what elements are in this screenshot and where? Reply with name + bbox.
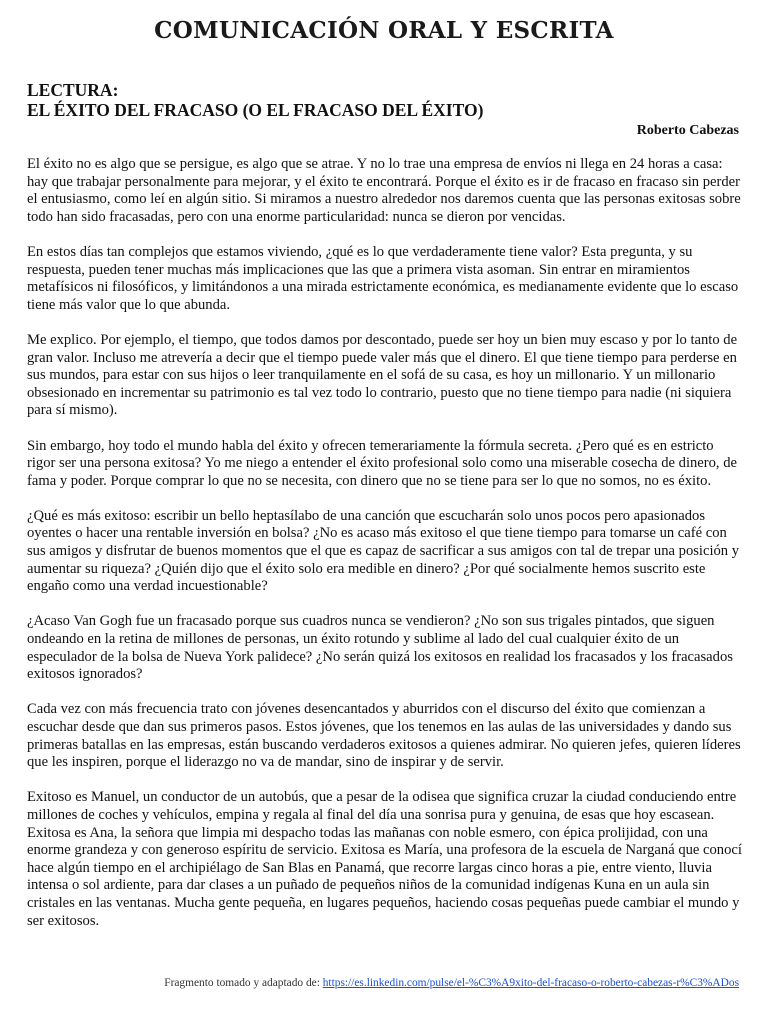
paragraph: Exitoso es Manuel, un conductor de un autobús, que a pesar de la odisea que significa cruzar la ciudad conduciendo entre millones de coches y vehículos, empina y regala al final del día una sonrisa pura y genuina, de esas que hoy escasean. Exitosa es Ana, la señora que limpia mi despacho todas las mañanas con noble esmero, con épica prolijidad, con una enorme grandeza y con generoso espíritu de servicio. Exitosa es María, una profesora de la escuela de Narganá que conocí hace algún tiempo en el archipiélago de San Blas en Panamá, que recorre largas cinco horas a pie, entre viento, lluvia intensa o sol ardiente, para dar clases a un puñado de pequeños niños de la comunidad indígenas Kuna en un aula sin cristales en las ventanas. Mucha gente pequeña, en lugares pequeños, haciendo cosas pequeñas puede cambiar el mundo y ser exitosos. [27, 789, 742, 929]
source-link[interactable]: https://es.linkedin.com/pulse/el-%C3%A9xito-del-fracaso-o-roberto-cabezas-r%C3%ADos [322, 977, 739, 989]
paragraph: Sin embargo, hoy todo el mundo habla del éxito y ofrecen temerariamente la fórmula secreta. ¿Pero qué es en estricto rigor ser una persona exitosa? Yo me niego a entender el éxito profesional solo como una miserable cosecha de dinero, de fama y poder. Porque comprar lo que no se necesita, con dinero que no se tiene para ser lo que no somos, no es éxito. [27, 437, 737, 489]
paragraph: En estos días tan complejos que estamos viviendo, ¿qué es lo que verdaderamente tiene valor? Esta pregunta, y su respuesta, pueden tener muchas más implicaciones que las que a primera vista asoman. Sin entrar en miramientos metafísicos ni filosóficos, y limitándonos a una mirada estrictamente económica, es medianamente evidente que lo escaso tiene más valor que lo que abunda. [27, 243, 739, 313]
reading-label: LECTURA: [27, 80, 119, 100]
paragraph: ¿Qué es más exitoso: escribir un bello heptasílabo de una canción que escucharán solo unos pocos pero apasionados oyentes o hacer una rentable inversión en bolsa? ¿No es acaso más exitoso el que tiene tiempo para tomarse un café con sus amigos y disfrutar de buenos momentos que el que es capaz de sacrificar a sus amigos con tal de trepar una posición y aumentar su riqueza? ¿Quién dijo que el éxito solo era medible en dinero? ¿Por qué socialmente hemos suscrito este engaño como una verdad incuestionable? [27, 507, 740, 595]
author-name: Roberto Cabezas [636, 123, 739, 138]
article-title: EL ÉXITO DEL FRACASO (O EL FRACASO DEL ÉXITO) [27, 100, 484, 120]
article-body [27, 156, 743, 948]
source-prefix: Fragmento tomado y adaptado de: [164, 977, 323, 989]
paragraph: Me explico. Por ejemplo, el tiempo, que todos damos por descontado, puede ser hoy un bien muy escaso y por lo tanto de gran valor. Incluso me atrevería a decir que el tiempo puede valer más que el dinero. El que tiene tiempo para perderse en sus mundos, para estar con sus hijos o leer tranquilamente en el sofá de su casa, es hoy un millonario. Y un millonario obsesionado en incrementar su patrimonio es tal vez todo lo contrario, puesto que no tiene tiempo para nadie (ni siquiera para sí mismo). [27, 331, 738, 419]
paragraph: ¿Acaso Van Gogh fue un fracasado porque sus cuadros nunca se vendieron? ¿No son sus trigales pintados, que siguen ondeando en la retina de millones de personas, un éxito rotundo y sublime al lado del cual cualquier éxito de un especulador de la bolsa de Nueva York palidece? ¿No serán quizá los exitosos en realidad los fracasados y los fracasados exitosos ignorados? [27, 613, 733, 683]
source-footer [0, 977, 739, 989]
paragraph: Cada vez con más frecuencia trato con jóvenes desencantados y aburridos con el discurso del éxito que comienzan a escuchar desde que dan sus primeros pasos. Estos jóvenes, que los tenemos en las aulas de las universidades y dando sus primeras batallas en las empresas, están buscando verdaderos exitosos a quienes admirar. No quieren jefes, quieren líderes que les inspiren, porque el liderazgo no va de mandar, sino de inspirar y de servir. [27, 701, 741, 771]
document-title: COMUNICACIÓN ORAL Y ESCRITA [154, 17, 614, 44]
paragraph: El éxito no es algo que se persigue, es algo que se atrae. Y no lo trae una empresa de envíos ni llega en 24 horas a casa: hay que trabajar personalmente para mejorar, y el éxito te encontrará. Porque el éxito es ir de fracaso en fracaso sin perder el entusiasmo, como leí en algún sitio. Si miramos a nuestro alrededor nos daremos cuenta que las personas exitosas sobre todo han sido fracasadas, pero con una enorme particularidad: nunca se dieron por vencidas. [27, 156, 741, 225]
